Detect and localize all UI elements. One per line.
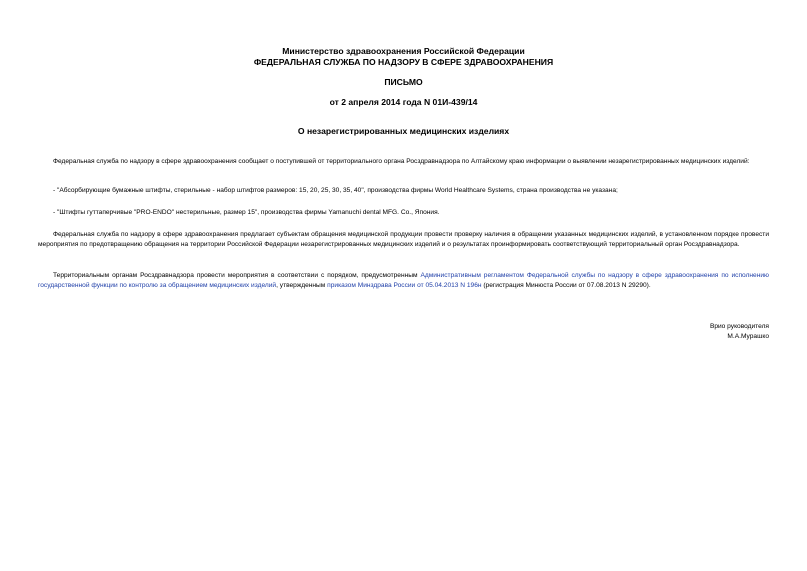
signature-name: М.А.Мурашко bbox=[727, 333, 769, 340]
document-type: ПИСЬМО bbox=[384, 77, 423, 87]
regulation-link[interactable]: Административным регламентом Федеральной службы по надзору в сфере здравоохранения по исполнению государственной функции по контролю за обращением медицинских изделий bbox=[38, 272, 769, 289]
order-link[interactable]: приказом Минздрава России от 05.04.2013 N 196н bbox=[327, 282, 482, 289]
paragraph-proposal: Федеральная служба по надзору в сфере здравоохранения предлагает субъектам обращения медицинской продукции провести проверку наличия в обращении указанных медицинских изделий, в установленном порядке провести мероприятия по предотвращению обращения на территории Российской Федерации незарегистрированных медицинских изделий и о результатах проинформировать соответствующий территориальный орган Росздравнадзора. bbox=[38, 231, 769, 248]
document-date-number: от 2 апреля 2014 года N 01И-439/14 bbox=[329, 97, 478, 107]
ministry-title: Министерство здравоохранения Российской Федерации bbox=[282, 46, 525, 56]
document-subject: О незарегистрированных медицинских изделиях bbox=[297, 126, 510, 136]
paragraph-text: Территориальным органам Росздравнадзора провести мероприятия в соответствии с порядком, предусмотренным bbox=[53, 272, 421, 279]
paragraph-text: (регистрация Минюста России от 07.08.2013 N 29290). bbox=[481, 282, 651, 289]
paragraph-text: , утвержденным bbox=[276, 282, 328, 289]
list-item: - "Штифты гуттаперчивые "PRO-ENDO" нестерильные, размер 15", производства фирмы Yamanuchi dental MFG. Co., Япония. bbox=[53, 209, 440, 216]
list-item: - "Абсорбирующие бумажные штифты, стерильные - набор штифтов размеров: 15, 20, 25, 30, 35, 40", производства фирмы World Healthcare Systems, страна производства не указана; bbox=[53, 187, 618, 194]
service-title: ФЕДЕРАЛЬНАЯ СЛУЖБА ПО НАДЗОРУ В СФЕРЕ ЗДРАВООХРАНЕНИЯ bbox=[253, 57, 554, 67]
paragraph-instructions bbox=[38, 271, 769, 291]
signature-title: Врио руководителя bbox=[709, 323, 769, 330]
paragraph-intro: Федеральная служба по надзору в сфере здравоохранения сообщает о поступившей от территориального органа Росздравнадзора по Алтайскому краю информации о выявлении незарегистрированных медицинских изделий: bbox=[53, 158, 750, 165]
